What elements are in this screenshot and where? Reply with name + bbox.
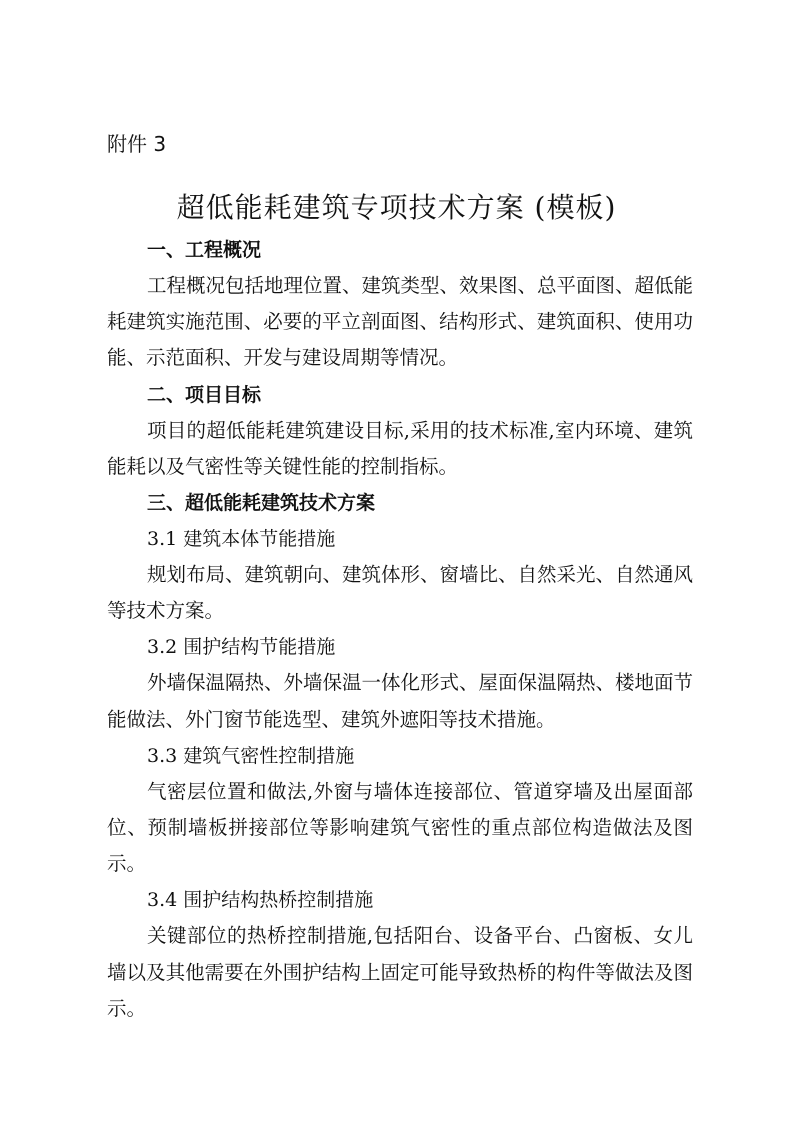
subsection-3-1-paragraph: 规划布局、建筑朝向、建筑体形、窗墙比、自然采光、自然通风等技术方案。 (107, 563, 694, 623)
section-heading-2: 二、项目目标 (147, 383, 262, 406)
subsection-heading-3-3: 3.3 建筑气密性控制措施 (147, 744, 355, 767)
section-1-paragraph: 工程概况包括地理位置、建筑类型、效果图、总平面图、超低能耗建筑实施范围、必要的平立剖面图、结构形式、建筑面积、使用功能、示范面积、开发与建设周期等情况。 (107, 274, 694, 370)
subsection-heading-3-2: 3.2 围护结构节能措施 (147, 636, 336, 659)
section-2-paragraph: 项目的超低能耗建筑建设目标,采用的技术标准,室内环境、建筑能耗以及气密性等关键性能的控制指标。 (107, 418, 693, 478)
subsection-heading-3-1: 3.1 建筑本体节能措施 (147, 528, 336, 551)
section-heading-3: 三、超低能耗建筑技术方案 (147, 492, 376, 515)
subsection-3-4-paragraph: 关键部位的热桥控制措施,包括阳台、设备平台、凸窗板、女儿墙以及其他需要在外围护结构上固定可能导致热桥的构件等做法及图示。 (107, 924, 693, 1020)
document-body (107, 232, 693, 1027)
section-heading-1: 一、工程概况 (147, 239, 262, 261)
document-title: 超低能耗建筑专项技术方案 (模板) (176, 191, 617, 224)
subsection-heading-3-4: 3.4 围护结构热桥控制措施 (147, 889, 374, 912)
attachment-label: 附件 3 (107, 132, 167, 156)
subsection-3-2-paragraph: 外墙保温隔热、外墙保温一体化形式、屋面保温隔热、楼地面节能做法、外门窗节能选型、建筑外遮阳等技术措施。 (107, 671, 694, 731)
subsection-3-3-paragraph: 气密层位置和做法,外窗与墙体连接部位、管道穿墙及出屋面部位、预制墙板拼接部位等影响建筑气密性的重点部位构造做法及图示。 (107, 779, 693, 876)
